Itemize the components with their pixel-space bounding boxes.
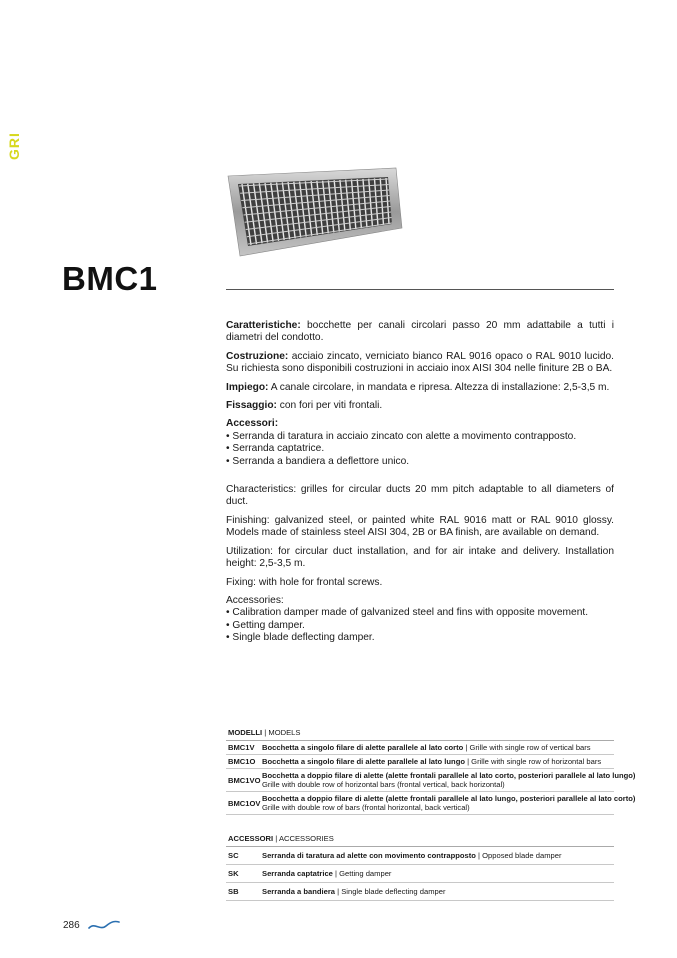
- it-accessories-label: Accessori:: [226, 418, 279, 430]
- description-block: [226, 320, 614, 645]
- list-item: • Serranda captatrice.: [226, 443, 614, 455]
- accessories-table: [226, 834, 614, 901]
- list-item: • Serranda di taratura in acciaio zincato con alette a movimento contrapposto.: [226, 431, 614, 443]
- it-fixing: Fissaggio: con fori per viti frontali.: [226, 400, 383, 412]
- models-table: [226, 728, 636, 815]
- table-row: SB Serranda a bandiera | Single blade deflecting damper: [226, 883, 614, 901]
- page-number: 286: [63, 920, 80, 931]
- it-use: Impiego: A canale circolare, in mandata e ripresa. Altezza di installazione: 2,5-3,5 m.: [226, 381, 610, 393]
- list-item: • Single blade deflecting damper.: [226, 632, 614, 644]
- en-fixing: Fixing: with hole for frontal screws.: [226, 576, 383, 588]
- it-accessories-list: [226, 431, 614, 468]
- accessories-table-header: ACCESSORI | ACCESSORIES: [226, 834, 614, 847]
- list-item: • Getting damper.: [226, 620, 614, 632]
- table-row: BMC1V Bocchetta a singolo filare di alette parallele al lato corto | Grille with single row of vertical bars: [226, 741, 614, 755]
- product-title: BMC1: [62, 260, 158, 297]
- en-accessories-list: [226, 607, 614, 644]
- table-row: SK Serranda captatrice | Getting damper: [226, 865, 614, 883]
- list-item: • Calibration damper made of galvanized steel and fins with opposite movement.: [226, 607, 614, 619]
- it-characteristics: Caratteristiche: bocchette per canali circolari passo 20 mm adattabile a tutti i diametri del condotto.: [226, 320, 614, 344]
- en-utilization: Utilization: for circular duct installation, and for air intake and delivery. Installation height: 2,5-3,5 m.: [226, 545, 614, 570]
- table-row: BMC1O Bocchetta a singolo filare di alette parallele al lato lungo | Grille with single row of horizontal bars: [226, 755, 614, 769]
- en-characteristics: Characteristics: grilles for circular ducts 20 mm pitch adaptable to all diameters of duct.: [226, 484, 614, 508]
- section-tab-label: GRI: [6, 132, 22, 160]
- it-construction: Costruzione: acciaio zincato, verniciato bianco RAL 9016 opaco o RAL 9010 lucido. Su richiesta sono disponibili costruzioni in acciaio inox AISI 304 nelle finiture 2B o BA.: [226, 350, 614, 375]
- models-table-header: MODELLI | MODELS: [226, 728, 614, 741]
- table-row: BMC1VO Bocchetta a doppio filare di alette (alette frontali parallele al lato corto, posteriori parallele al lato lungo) Grille with double row of horizontal bars (frontal vertical, back horizontal): [226, 769, 614, 792]
- table-row: SC Serranda di taratura ad alette con movimento contrapposto | Opposed blade damper: [226, 847, 614, 865]
- en-finishing: Finishing: galvanized steel, or painted white RAL 9016 matt or RAL 9010 glossy. Models made of stainless steel AISI 304, 2B or BA finish, are available on demand.: [226, 514, 614, 539]
- table-row: BMC1OV Bocchetta a doppio filare di alette (alette frontali parallele al lato lungo, posteriori parallele al lato corto) Grille with double row of bars (frontal horizontal, back vertical): [226, 792, 614, 815]
- divider: [226, 289, 614, 290]
- product-image: [226, 166, 406, 258]
- section-tab: [0, 120, 34, 170]
- en-accessories-label: Accessories:: [226, 594, 284, 606]
- list-item: • Serranda a bandiera a deflettore unico.: [226, 456, 614, 468]
- wave-logo-icon: [88, 918, 120, 932]
